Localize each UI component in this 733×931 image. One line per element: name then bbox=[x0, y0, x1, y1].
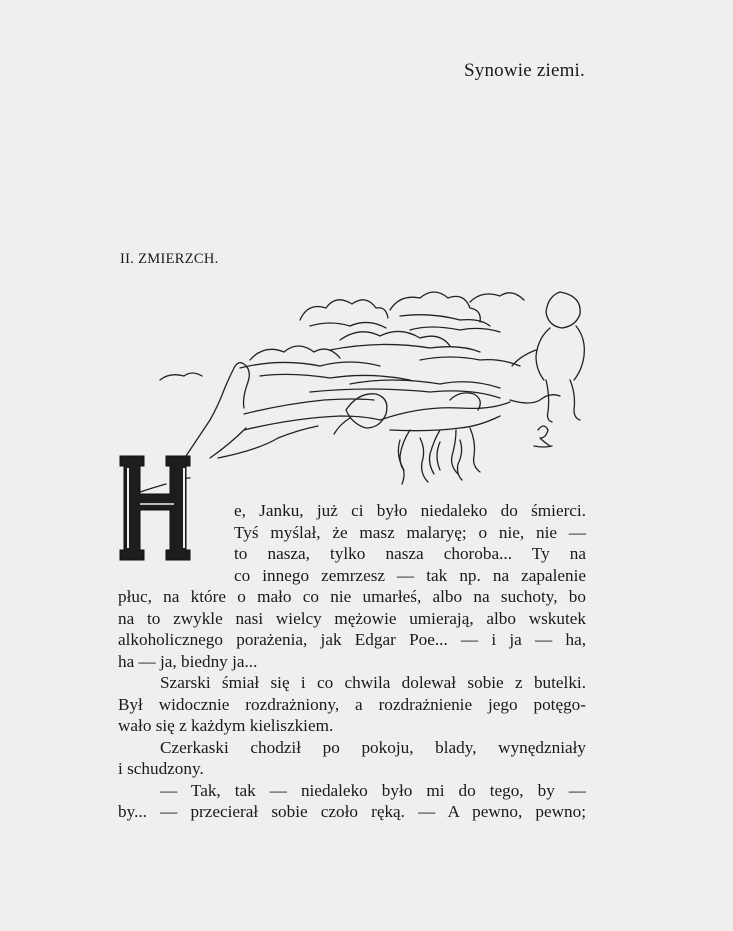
text-line-2: Tyś myślał, że masz malaryę; o nie, nie — bbox=[234, 522, 586, 542]
text-line-9: Szarski śmiał się i co chwila dolewał sobie z butelki. bbox=[160, 673, 586, 692]
reclining-figure bbox=[380, 393, 560, 474]
text-line-14: — Tak, tak — niedaleko było mi do tego, by — bbox=[160, 780, 586, 800]
chapter-title: II. ZMIERZCH. bbox=[120, 251, 219, 267]
text-line-1: e, Janku, już ci było niedaleko do śmierci. bbox=[234, 501, 586, 520]
text-line-6: na to zwykle nasi wielcy mężowie umierają, albo wskutek bbox=[118, 608, 586, 628]
text-line-10: Był widocznie rozdrażniony, a rozdrażnienie jego potęgo- bbox=[118, 694, 586, 714]
text-line-12: Czerkaski chodził po pokoju, blady, wynędzniały bbox=[160, 737, 586, 757]
artist-monogram bbox=[534, 426, 552, 447]
text-line-11: wało się z każdym kieliszkiem. bbox=[118, 716, 334, 735]
text-line-13: i schudzony. bbox=[118, 759, 204, 778]
text-line-3: to nasza, tylko nasza choroba... Ty na bbox=[234, 544, 586, 563]
body-text bbox=[118, 500, 586, 823]
text-line-4: co innego zemrzesz — tak np. na zapalenie bbox=[234, 565, 586, 585]
clouds bbox=[160, 292, 524, 398]
text-line-15: by... — przecierał sobie czoło ręką. — A pewno, pewno; bbox=[118, 802, 586, 821]
text-line-7: alkoholicznego porażenia, jak Edgar Poe... — i ja — ha, bbox=[118, 630, 586, 649]
running-head: Synowie ziemi. bbox=[463, 60, 585, 81]
text-line-5: płuc, na które o mało co nie umarłeś, albo na suchoty, bo bbox=[118, 587, 586, 606]
text-line-8: ha — ja, biedny ja... bbox=[118, 651, 258, 671]
